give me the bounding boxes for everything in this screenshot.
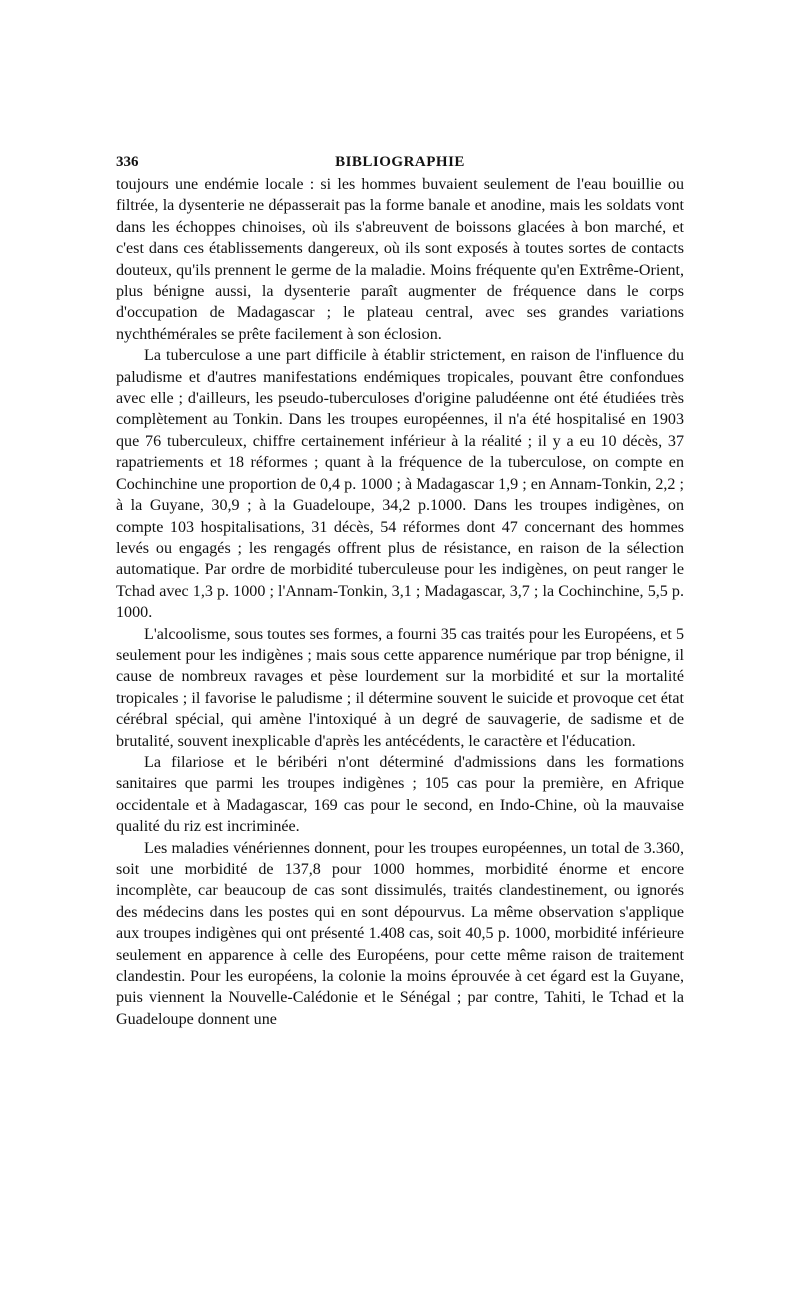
paragraph-maladies-veneriennes: Les maladies vénériennes donnent, pour les troupes européennes, un total de 3.360, soit une morbidité de 137,8 pour 1000 hommes, morbidité énorme et encore incomplète, car beaucoup de cas sont dissimulés, traités clandestinement, ou ignorés des médecins dans les postes qui en sont dépourvus. La même observation s'applique aux troupes indigènes qui ont présenté 1.408 cas, soit 40,5 p. 1000, morbidité inférieure seulement en apparence à celle des Européens, pour cette même raison de traitement clandestin. Pour les européens, la colonie la moins éprouvée à cet égard est la Guyane, puis viennent la Nouvelle-Calédonie et le Sénégal ; par contre, Tahiti, le Tchad et la Guadeloupe donnent une bbox=[116, 839, 684, 1028]
paragraph-alcoolisme: L'alcoolisme, sous toutes ses formes, a fourni 35 cas traités pour les Européens, et 5 seulement pour les indigènes ; mais sous cette apparence numérique par trop bénigne, il cause de nombreux ravages et pèse lourdement sur la morbidité et sur la mortalité tropicales ; il favorise le paludisme ; il détermine souvent le suicide et provoque cet état cérébral spécial, qui amène l'intoxiqué à un degré de sauvagerie, de sadisme et de brutalité, souvent inexplicable d'après les antécédents, le caractère et l'éducation. bbox=[116, 625, 684, 750]
book-page bbox=[116, 150, 684, 1030]
running-title: BIBLIOGRAPHIE bbox=[335, 154, 465, 170]
paragraph-filariose: La filariose et le béribéri n'ont déterminé d'admissions dans les formations sanitaires que parmi les troupes indigènes ; 105 cas pour la première, en Afrique occidentale et à Madagascar, 169 cas pour le second, en Indo-Chine, où la mauvaise qualité du riz est incriminée. bbox=[116, 753, 684, 836]
page-number: 336 bbox=[116, 154, 139, 170]
page-header bbox=[116, 150, 684, 174]
paragraph-tuberculose: La tuberculose a une part difficile à établir strictement, en raison de l'influence du paludisme et d'autres manifestations endémiques tropicales, pouvant être confondues avec elle ; d'ailleurs, les pseudo-tuberculoses d'origine paludéenne ont été étudiées très complètement au Tonkin. Dans les troupes européennes, il n'a été hospitalisé en 1903 que 76 tuberculeux, chiffre certainement inférieur à la réalité ; il y a eu 10 décès, 37 rapatriements et 18 réformes ; quant à la fréquence de la tuberculose, on compte en Cochinchine une proportion de 0,4 p. 1000 ; à Madagascar 1,9 ; en Annam-Tonkin, 2,2 ; à la Guyane, 30,9 ; à la Guadeloupe, 34,2 p.1000. Dans les troupes indigènes, on compte 103 hospitalisations, 31 décès, 54 réformes dont 47 concernant des hommes levés ou engagés ; les rengagés offrent plus de résistance, en raison de la sélection automatique. Par ordre de morbidité tuberculeuse pour les indigènes, on peut ranger le Tchad avec 1,3 p. 1000 ; l'Annam-Tonkin, 3,1 ; Madagascar, 3,7 ; la Cochinchine, 5,5 p. 1000. bbox=[116, 347, 684, 622]
paragraph-dysenterie: toujours une endémie locale : si les hommes buvaient seulement de l'eau bouillie ou filtrée, la dysenterie ne dépasserait pas la forme banale et anodine, mais les soldats vont dans les échoppes chinoises, où ils s'abreuvent de boissons glacées à bon marché, et c'est dans ces établissements dangereux, où ils sont exposés à toutes sortes de contacts douteux, qu'ils prennent le germe de la maladie. Moins fréquente qu'en Extrême-Orient, plus bénigne aussi, la dysenterie paraît augmenter de fréquence dans le corps d'occupation de Madagascar ; le plateau central, avec ses grandes variations nychthémérales se prête facilement à son éclosion. bbox=[116, 176, 684, 343]
